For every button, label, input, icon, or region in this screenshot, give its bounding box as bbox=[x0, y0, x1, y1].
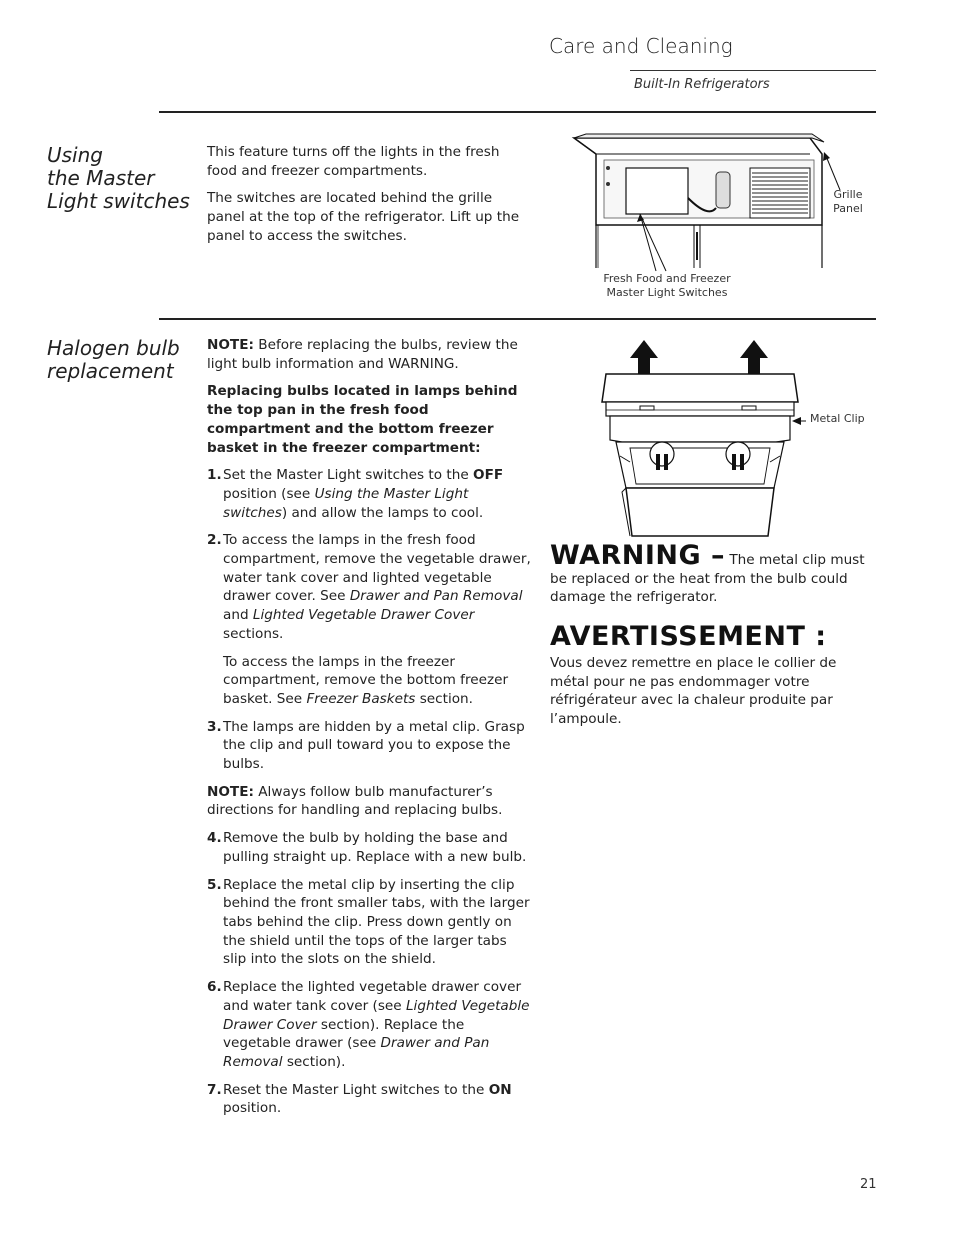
step-1 bbox=[207, 466, 532, 522]
cross-reference: Lighted Vegetable Drawer Cover bbox=[252, 607, 475, 624]
step-number: 6. bbox=[207, 979, 222, 996]
paragraph: This feature turns off the lights in the fresh food and freezer compartments. bbox=[207, 144, 500, 179]
cross-reference: Drawer and Pan Removal bbox=[223, 1035, 490, 1070]
warning-block bbox=[550, 540, 870, 607]
vent-grille bbox=[750, 168, 810, 218]
step-text: section). Replace the vegetable drawer (see bbox=[223, 1016, 465, 1052]
label-line: Panel bbox=[833, 202, 863, 215]
grille-panel-label bbox=[825, 188, 871, 216]
step-text: section. bbox=[415, 690, 473, 707]
note-text: Always follow bulb manufacturer’s directions for handling and replacing bulbs. bbox=[207, 783, 503, 819]
avertissement-heading: AVERTISSEMENT : bbox=[550, 621, 827, 652]
avertissement-text: Vous devez remettre en place le collier de métal pour ne pas endommager votre réfrigérateur avec la chaleur produite par l’ampoule. bbox=[550, 655, 837, 728]
page-number: 21 bbox=[860, 1177, 877, 1192]
step-bold: OFF bbox=[473, 467, 504, 484]
step-text: position. bbox=[223, 1100, 282, 1117]
control-box bbox=[626, 168, 688, 214]
section-divider-top bbox=[159, 111, 876, 113]
note-paragraph bbox=[207, 783, 532, 820]
note-text: Before replacing the bulbs, review the light bulb information and WARNING. bbox=[207, 337, 518, 372]
switches-label bbox=[588, 272, 746, 300]
step-text: section). bbox=[282, 1053, 346, 1070]
heading-line: Using bbox=[47, 143, 103, 167]
note-label: NOTE: bbox=[207, 337, 254, 353]
heading-line: replacement bbox=[47, 359, 174, 383]
step-text: Replace the lighted vegetable drawer cover and water tank cover (see bbox=[223, 979, 522, 1014]
note-paragraph bbox=[207, 336, 532, 373]
step-6 bbox=[207, 978, 532, 1072]
step-text: ) and allow the lamps to cool. bbox=[281, 504, 484, 521]
step-number: 4. bbox=[207, 830, 222, 847]
section-title: Care and Cleaning bbox=[549, 34, 733, 58]
halogen-body bbox=[207, 336, 532, 1127]
step-text: To access the lamps in the fresh food compartment, remove the vegetable drawer, water tank cover and lighted vegetable drawer cover. See bbox=[223, 532, 531, 605]
cross-reference: Freezer Baskets bbox=[306, 690, 416, 707]
label-line: Master Light Switches bbox=[606, 286, 728, 299]
lamp-shield bbox=[602, 374, 798, 402]
bold-intro: Replacing bulbs located in lamps behind the top pan in the fresh food compartment and the bottom freezer basket in the freezer compartment: bbox=[207, 383, 518, 456]
master-switches-heading bbox=[47, 144, 202, 213]
heading-line: Light switches bbox=[47, 189, 190, 213]
header-rule bbox=[630, 70, 876, 71]
heading-line: the Master bbox=[47, 166, 155, 190]
step-number: 2. bbox=[207, 532, 222, 549]
step-3 bbox=[207, 718, 532, 774]
step-4 bbox=[207, 829, 532, 866]
step-text: Remove the bulb by holding the base and pulling straight up. Replace with a new bulb. bbox=[223, 830, 527, 865]
metal-clip-label: Metal Clip bbox=[810, 412, 865, 425]
bulb-icon bbox=[726, 442, 750, 466]
step-7 bbox=[207, 1081, 532, 1118]
metal-clip-figure bbox=[596, 336, 806, 540]
metal-clip bbox=[606, 402, 794, 416]
avertissement-block bbox=[550, 620, 870, 729]
step-bold: ON bbox=[488, 1081, 512, 1098]
label-line: Fresh Food and Freezer bbox=[603, 272, 731, 285]
heading-line: Halogen bulb bbox=[47, 336, 180, 360]
master-switches-body bbox=[207, 143, 532, 255]
page-subtitle: Built-In Refrigerators bbox=[634, 77, 770, 92]
step-text: Reset the Master Light switches to the bbox=[223, 1081, 489, 1098]
step-5 bbox=[207, 876, 532, 970]
warning-text: The metal clip must be replaced or the heat from the bulb could damage the refrigerator. bbox=[550, 552, 865, 606]
paragraph: The switches are located behind the grille panel at the top of the refrigerator. Lift up the panel to access the switches. bbox=[207, 190, 520, 244]
halogen-heading bbox=[47, 337, 202, 383]
step-text: The lamps are hidden by a metal clip. Grasp the clip and pull toward you to expose the bulbs. bbox=[223, 718, 525, 773]
step-number: 5. bbox=[207, 876, 222, 893]
step-text: sections. bbox=[223, 625, 284, 642]
cross-reference: Drawer and Pan Removal bbox=[349, 588, 523, 605]
note-label: NOTE: bbox=[207, 783, 254, 800]
step-text: position (see bbox=[223, 485, 315, 502]
step-text: Replace the metal clip by inserting the clip behind the front smaller tabs, with the larger tabs behind the clip. Press down gently on the shield until the tops of the larger tabs slip into the slots on the shield. bbox=[223, 876, 530, 968]
cross-reference: Using the Master Light switches bbox=[223, 485, 469, 521]
step-number: 3. bbox=[207, 718, 222, 735]
step-text: and bbox=[223, 607, 253, 624]
step-2 bbox=[207, 531, 532, 643]
step-2-freezer bbox=[207, 653, 532, 709]
label-line: Grille bbox=[833, 188, 863, 201]
cross-reference: Lighted Vegetable Drawer Cover bbox=[223, 997, 530, 1033]
section-divider-middle bbox=[159, 318, 876, 320]
step-number: 7. bbox=[207, 1081, 222, 1098]
step-text: To access the lamps in the freezer compartment, remove the bottom freezer basket. See bbox=[223, 653, 509, 707]
step-text: Set the Master Light switches to the bbox=[223, 467, 474, 484]
bulb-icon bbox=[650, 442, 674, 466]
step-number: 1. bbox=[207, 467, 222, 484]
warning-heading: WARNING – bbox=[550, 540, 726, 571]
